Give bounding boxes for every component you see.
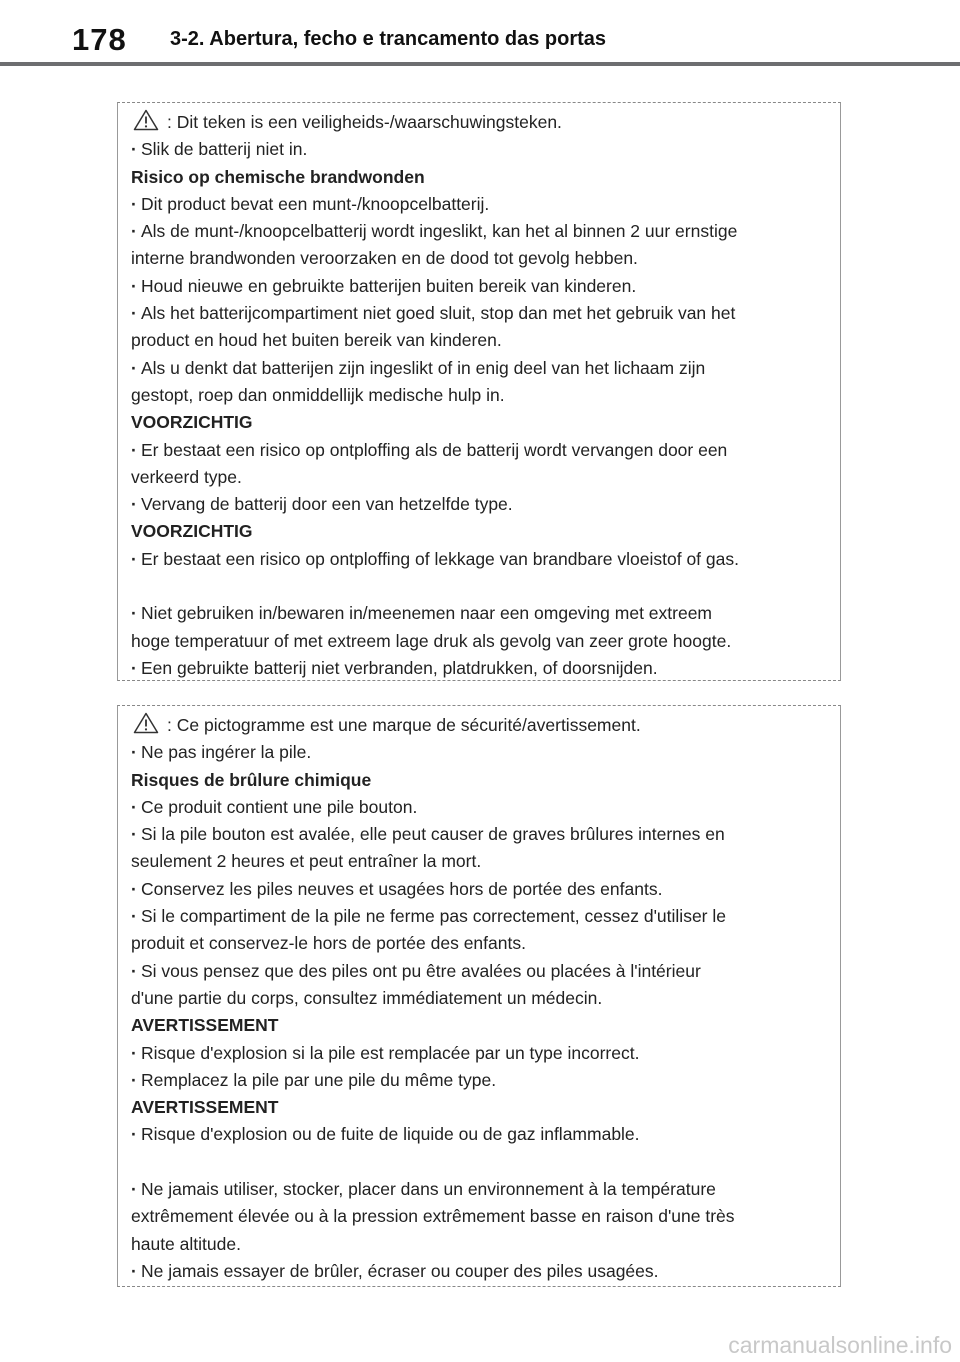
spacer — [131, 573, 828, 600]
section-title: 3-2. Abertura, fecho e trancamento das portas — [170, 28, 607, 50]
list-item-continuation: d'une partie du corps, consultez immédiatement un médecin. — [131, 987, 603, 1008]
dutch-warning-box — [117, 102, 841, 681]
list-item: · Er bestaat een risico op ontploffing of lekkage van brandbare vloeistof of gas. — [131, 546, 828, 573]
list-item-continuation: extrêmement élevée ou à la pression extrêmement basse en raison d'une très — [131, 1206, 735, 1227]
list-item-continuation: gestopt, roep dan onmiddellijk medische hulp in. — [131, 384, 505, 405]
list-item: · Ce produit contient une pile bouton. — [131, 794, 828, 821]
list-item-continuation: hoge temperatuur of met extreem lage druk als gevolg van zeer grote hoogte. — [131, 630, 732, 651]
header-rule — [0, 62, 960, 66]
list-item: · Si vous pensez que des piles ont pu être avalées ou placées à l'intérieur — [131, 958, 828, 985]
list-item: · Slik de batterij niet in. — [131, 136, 828, 163]
list-item: · Risque d'explosion ou de fuite de liquide ou de gaz inflammable. — [131, 1121, 828, 1148]
list-item: · Houd nieuwe en gebruikte batterijen buiten bereik van kinderen. — [131, 273, 828, 300]
list-item: · Ne jamais utiliser, stocker, placer dans un environnement à la température — [131, 1176, 828, 1203]
list-item: · Si le compartiment de la pile ne ferme pas correctement, cessez d'utiliser le — [131, 903, 828, 930]
list-item-continuation: haute altitude. — [131, 1233, 241, 1254]
warning-intro-text: : Dit teken is een veiligheids-/waarschuwingsteken. — [167, 112, 562, 132]
list-item: · Niet gebruiken in/bewaren in/meenemen naar een omgeving met extreem — [131, 600, 828, 627]
list-item: · Ne jamais essayer de brûler, écraser ou couper des piles usagées. — [131, 1258, 828, 1285]
warning-heading: AVERTISSEMENT — [131, 1015, 279, 1036]
list-item: · Als het batterijcompartiment niet goed sluit, stop dan met het gebruik van het — [131, 300, 828, 327]
list-item: · Remplacez la pile par une pile du même type. — [131, 1067, 828, 1094]
list-item: · Vervang de batterij door een van hetzelfde type. — [131, 491, 828, 518]
list-item: · Een gebruikte batterij niet verbranden, platdrukken, of doorsnijden. — [131, 655, 828, 682]
page-header — [0, 0, 960, 64]
footer-watermark: carmanualsonline.info — [728, 1332, 952, 1358]
list-item: · Ne pas ingérer la pile. — [131, 739, 828, 766]
caution-heading: VOORZICHTIG — [131, 521, 253, 542]
list-item-continuation: verkeerd type. — [131, 466, 242, 487]
page-number: 178 — [72, 22, 127, 57]
list-item-continuation: seulement 2 heures et peut entraîner la mort. — [131, 851, 482, 872]
list-item: · Als u denkt dat batterijen zijn ingeslikt of in enig deel van het lichaam zijn — [131, 355, 828, 382]
list-item: · Si la pile bouton est avalée, elle peut causer de graves brûlures internes en — [131, 821, 828, 848]
list-item: · Risque d'explosion si la pile est remplacée par un type incorrect. — [131, 1040, 828, 1067]
warning-heading: AVERTISSEMENT — [131, 1097, 279, 1118]
list-item: · Dit product bevat een munt-/knoopcelbatterij. — [131, 191, 828, 218]
list-item: · Er bestaat een risico op ontploffing als de batterij wordt vervangen door een — [131, 437, 828, 464]
list-item: · Als de munt-/knoopcelbatterij wordt ingeslikt, kan het al binnen 2 uur ernstige — [131, 218, 828, 245]
caution-heading: VOORZICHTIG — [131, 412, 253, 433]
warning-triangle-icon — [133, 109, 159, 131]
subheading: Risques de brûlure chimique — [131, 769, 372, 790]
list-item-continuation: interne brandwonden veroorzaken en de dood tot gevolg hebben. — [131, 248, 638, 269]
subheading: Risico op chemische brandwonden — [131, 166, 425, 187]
spacer — [131, 1149, 828, 1176]
warning-intro-line — [131, 109, 828, 136]
warning-intro-line — [131, 712, 828, 739]
warning-triangle-icon — [133, 712, 159, 734]
list-item-continuation: product en houd het buiten bereik van kinderen. — [131, 330, 502, 351]
french-warning-box — [117, 705, 841, 1287]
warning-intro-text: : Ce pictogramme est une marque de sécurité/avertissement. — [167, 715, 641, 735]
list-item: · Conservez les piles neuves et usagées hors de portée des enfants. — [131, 876, 828, 903]
list-item-continuation: produit et conservez-le hors de portée des enfants. — [131, 933, 526, 954]
